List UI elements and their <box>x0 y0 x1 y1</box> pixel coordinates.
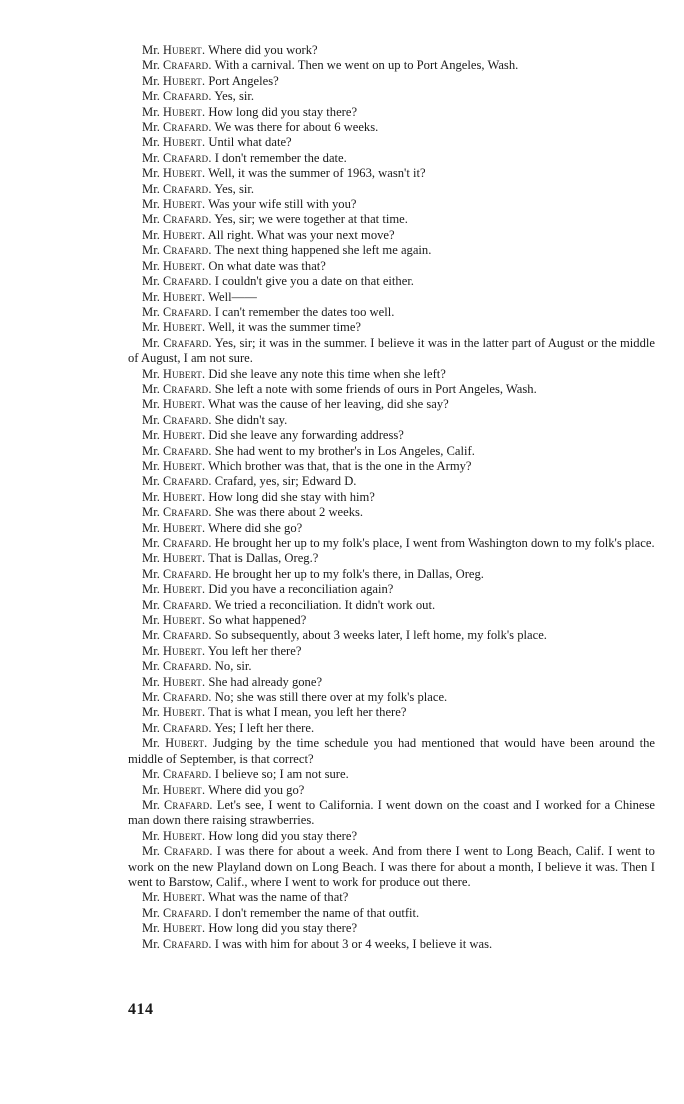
line-text: She had went to my brother's in Los Angeles, Calif. <box>214 443 475 458</box>
transcript-line <box>128 58 655 73</box>
speaker-name: Hubert. <box>163 366 206 381</box>
speaker-name: Crafard. <box>163 120 212 135</box>
transcript-line <box>128 182 655 197</box>
speaker-title: Mr. <box>142 597 160 612</box>
transcript-line <box>128 135 655 150</box>
transcript-line <box>128 259 655 274</box>
speaker-title: Mr. <box>142 43 160 57</box>
transcript-line <box>128 598 655 613</box>
line-text: On what date was that? <box>208 258 326 273</box>
speaker-title: Mr. <box>142 443 160 458</box>
speaker-name: Crafard. <box>163 659 212 674</box>
speaker-name: Crafard. <box>163 767 212 782</box>
line-text: That is Dallas, Oreg.? <box>208 551 319 566</box>
line-text: That is what I mean, you left her there? <box>208 705 407 720</box>
speaker-name: Hubert. <box>163 551 206 566</box>
speaker-title: Mr. <box>142 505 160 520</box>
transcript-line <box>128 43 655 58</box>
speaker-title: Mr. <box>142 258 160 273</box>
speaker-name: Hubert. <box>163 705 206 720</box>
transcript-line <box>128 120 655 135</box>
line-text: Well, it was the summer time? <box>208 320 362 335</box>
speaker-name: Hubert. <box>163 289 206 304</box>
speaker-name: Hubert. <box>163 489 206 504</box>
transcript-line <box>128 474 655 489</box>
transcript-line <box>128 659 655 674</box>
transcript-line <box>128 105 655 120</box>
line-text: She was there about 2 weeks. <box>214 505 364 520</box>
transcript-line <box>128 151 655 166</box>
speaker-name: Crafard. <box>163 150 212 165</box>
line-text: So what happened? <box>208 613 307 628</box>
line-text: No; she was still there over at my folk's place. <box>214 690 448 705</box>
speaker-name: Crafard. <box>163 905 212 920</box>
transcript-line <box>128 628 655 643</box>
transcript-line <box>128 305 655 320</box>
line-text: What was the name of that? <box>208 890 349 905</box>
transcript-line <box>128 937 655 952</box>
speaker-title: Mr. <box>142 304 160 319</box>
speaker-name: Crafard. <box>163 181 212 196</box>
speaker-title: Mr. <box>142 736 160 751</box>
line-text: We was there for about 6 weeks. <box>214 120 379 135</box>
transcript-line <box>128 428 655 443</box>
transcript-line <box>128 228 655 243</box>
transcript-line <box>128 274 655 289</box>
speaker-title: Mr. <box>142 720 160 735</box>
speaker-title: Mr. <box>142 905 160 920</box>
line-text: Did she leave any forwarding address? <box>208 428 404 443</box>
line-text: Until what date? <box>208 135 292 150</box>
speaker-title: Mr. <box>142 844 160 859</box>
speaker-title: Mr. <box>142 135 160 150</box>
speaker-title: Mr. <box>142 582 160 597</box>
line-text: Well, it was the summer of 1963, wasn't it? <box>208 166 426 181</box>
line-text: You left her there? <box>207 643 302 658</box>
speaker-title: Mr. <box>142 767 160 782</box>
line-text: Yes, sir; we were together at that time. <box>214 212 408 227</box>
transcript-line <box>128 243 655 258</box>
line-text: I couldn't give you a date on that either. <box>214 274 414 289</box>
transcript-line <box>128 74 655 89</box>
speaker-title: Mr. <box>142 428 160 443</box>
line-text: Where did you go? <box>208 782 305 797</box>
transcript-line <box>128 290 655 305</box>
line-text: Port Angeles? <box>208 73 279 88</box>
speaker-title: Mr. <box>142 366 160 381</box>
speaker-name: Hubert. <box>163 890 206 905</box>
speaker-title: Mr. <box>142 320 160 335</box>
speaker-title: Mr. <box>142 674 160 689</box>
transcript-line <box>128 705 655 720</box>
speaker-title: Mr. <box>142 227 160 242</box>
transcript-line <box>128 906 655 921</box>
transcript-page <box>128 43 655 952</box>
speaker-name: Crafard. <box>163 443 212 458</box>
page-number: 414 <box>128 1001 154 1018</box>
line-text: She left a note with some friends of ours in Port Angeles, Wash. <box>214 381 537 396</box>
speaker-title: Mr. <box>142 643 160 658</box>
line-text: He brought her up to my folk's there, in Dallas, Oreg. <box>214 566 484 581</box>
transcript-line <box>128 89 655 104</box>
transcript-line <box>128 382 655 397</box>
line-text: How long did you stay there? <box>208 104 358 119</box>
speaker-title: Mr. <box>142 705 160 720</box>
speaker-title: Mr. <box>142 335 160 350</box>
speaker-name: Hubert. <box>163 397 206 412</box>
line-text: We tried a reconciliation. It didn't work out. <box>214 597 436 612</box>
speaker-name: Crafard. <box>163 566 212 581</box>
transcript-line <box>128 613 655 628</box>
speaker-name: Hubert. <box>163 782 206 797</box>
speaker-name: Crafard. <box>163 844 213 859</box>
transcript-line <box>128 413 655 428</box>
transcript-line <box>128 767 655 782</box>
transcript-line <box>128 690 655 705</box>
speaker-name: Hubert. <box>163 227 206 242</box>
line-text: No, sir. <box>214 659 252 674</box>
transcript-line <box>128 490 655 505</box>
transcript-line <box>128 582 655 597</box>
speaker-title: Mr. <box>142 89 160 104</box>
speaker-title: Mr. <box>142 197 160 212</box>
line-text: I can't remember the dates too well. <box>214 304 395 319</box>
speaker-name: Crafard. <box>163 474 212 489</box>
line-text: With a carnival. Then we went on up to Port Angeles, Wash. <box>214 58 519 73</box>
speaker-name: Crafard. <box>163 628 212 643</box>
speaker-name: Crafard. <box>163 936 212 951</box>
transcript-line <box>128 166 655 181</box>
speaker-name: Hubert. <box>163 582 206 597</box>
speaker-name: Crafard. <box>163 412 212 427</box>
transcript-line <box>128 844 655 890</box>
line-text: All right. What was your next move? <box>207 227 395 242</box>
speaker-title: Mr. <box>142 474 160 489</box>
line-text: I was with him for about 3 or 4 weeks, I believe it was. <box>214 936 493 951</box>
line-text: She didn't say. <box>214 412 288 427</box>
speaker-name: Hubert. <box>163 613 206 628</box>
speaker-title: Mr. <box>142 566 160 581</box>
line-text: Yes, sir. <box>214 181 254 196</box>
speaker-name: Crafard. <box>163 304 212 319</box>
speaker-name: Hubert. <box>163 135 206 150</box>
speaker-name: Hubert. <box>163 197 206 212</box>
speaker-name: Crafard. <box>163 243 212 258</box>
speaker-title: Mr. <box>142 458 160 473</box>
speaker-name: Hubert. <box>165 736 208 751</box>
speaker-name: Hubert. <box>163 428 206 443</box>
transcript-line <box>128 721 655 736</box>
speaker-name: Crafard. <box>163 274 212 289</box>
speaker-name: Hubert. <box>163 643 206 658</box>
line-text: Where did she go? <box>208 520 303 535</box>
transcript-line <box>128 567 655 582</box>
transcript-line <box>128 675 655 690</box>
speaker-name: Hubert. <box>163 73 206 88</box>
line-text: How long did you stay there? <box>208 921 358 936</box>
speaker-name: Crafard. <box>163 58 212 73</box>
speaker-title: Mr. <box>142 381 160 396</box>
speaker-name: Crafard. <box>163 536 212 550</box>
speaker-name: Hubert. <box>163 520 206 535</box>
speaker-name: Hubert. <box>163 104 206 119</box>
transcript-line <box>128 505 655 520</box>
speaker-name: Crafard. <box>163 720 212 735</box>
line-text: I believe so; I am not sure. <box>214 767 349 782</box>
speaker-title: Mr. <box>142 397 160 412</box>
speaker-title: Mr. <box>142 628 160 643</box>
transcript-line <box>128 397 655 412</box>
speaker-name: Crafard. <box>163 89 212 104</box>
speaker-title: Mr. <box>142 890 160 905</box>
line-text: Did you have a reconciliation again? <box>208 582 394 597</box>
line-text: She had already gone? <box>208 674 323 689</box>
speaker-name: Hubert. <box>163 921 206 936</box>
transcript-line <box>128 829 655 844</box>
line-text: Yes, sir. <box>214 89 254 104</box>
transcript-line <box>128 367 655 382</box>
line-text: What was the cause of her leaving, did she say? <box>208 397 449 412</box>
transcript-line <box>128 444 655 459</box>
line-text: So subsequently, about 3 weeks later, I left home, my folk's place. <box>214 628 547 643</box>
speaker-title: Mr. <box>142 58 160 73</box>
speaker-title: Mr. <box>142 520 160 535</box>
speaker-title: Mr. <box>142 73 160 88</box>
transcript-line <box>128 551 655 566</box>
speaker-name: Hubert. <box>163 458 206 473</box>
speaker-title: Mr. <box>142 274 160 289</box>
speaker-title: Mr. <box>142 936 160 951</box>
line-text: I don't remember the name of that outfit. <box>214 905 420 920</box>
transcript-line <box>128 644 655 659</box>
speaker-name: Hubert. <box>163 258 206 273</box>
speaker-title: Mr. <box>142 120 160 135</box>
line-text: Yes; I left her there. <box>214 720 315 735</box>
speaker-title: Mr. <box>142 289 160 304</box>
line-text: How long did you stay there? <box>208 828 358 843</box>
speaker-title: Mr. <box>142 690 160 705</box>
line-text: Yes, sir; it was in the summer. I believe it was in the latter part of August or the middle of August, I am not sure. <box>128 335 655 366</box>
speaker-name: Hubert. <box>163 320 206 335</box>
line-text: The next thing happened she left me again. <box>214 243 432 258</box>
speaker-title: Mr. <box>142 828 160 843</box>
line-text: Well—— <box>208 289 257 304</box>
transcript-line <box>128 536 655 551</box>
line-text: I don't remember the date. <box>214 150 347 165</box>
speaker-name: Hubert. <box>163 43 206 57</box>
transcript-line <box>128 521 655 536</box>
line-text: Judging by the time schedule you had mentioned that would have been around the middle of September, is that correct? <box>128 736 655 766</box>
speaker-title: Mr. <box>142 166 160 181</box>
speaker-title: Mr. <box>142 797 160 812</box>
transcript-line <box>128 459 655 474</box>
line-text: Did she leave any note this time when she left? <box>208 366 446 381</box>
speaker-title: Mr. <box>142 243 160 258</box>
speaker-name: Crafard. <box>163 335 212 350</box>
speaker-title: Mr. <box>142 150 160 165</box>
transcript-line <box>128 336 655 367</box>
speaker-title: Mr. <box>142 551 160 566</box>
transcript-line <box>128 197 655 212</box>
speaker-name: Crafard. <box>163 505 212 520</box>
speaker-title: Mr. <box>142 613 160 628</box>
speaker-title: Mr. <box>142 412 160 427</box>
transcript-line <box>128 320 655 335</box>
speaker-name: Crafard. <box>163 597 212 612</box>
transcript-line <box>128 890 655 905</box>
line-text: Where did you work? <box>208 43 318 57</box>
line-text: I was there for about a week. And from there I went to Long Beach, Calif. I went to work on the new Playland down on Long Beach. I was there for about a month, I believe it was. Then I went to Barstow, Calif., where I went to work for produce out there. <box>128 844 655 889</box>
speaker-title: Mr. <box>142 782 160 797</box>
line-text: Crafard, yes, sir; Edward D. <box>214 474 357 489</box>
speaker-title: Mr. <box>142 212 160 227</box>
speaker-name: Crafard. <box>163 212 212 227</box>
line-text: Let's see, I went to California. I went down on the coast and I worked for a Chinese man down there raising strawberries. <box>128 797 655 828</box>
speaker-name: Crafard. <box>163 690 212 705</box>
speaker-name: Crafard. <box>164 797 213 812</box>
line-text: How long did she stay with him? <box>208 489 375 504</box>
transcript-line <box>128 783 655 798</box>
speaker-title: Mr. <box>142 489 160 504</box>
line-text: Which brother was that, that is the one in the Army? <box>208 458 472 473</box>
speaker-title: Mr. <box>142 659 160 674</box>
line-text: He brought her up to my folk's place, I went from Washington down to my folk's place. <box>214 536 655 550</box>
transcript-line <box>128 798 655 829</box>
transcript-line <box>128 921 655 936</box>
speaker-title: Mr. <box>142 181 160 196</box>
transcript-line <box>128 212 655 227</box>
transcript-line <box>128 736 655 767</box>
speaker-name: Hubert. <box>163 828 206 843</box>
speaker-name: Hubert. <box>163 166 206 181</box>
line-text: Was your wife still with you? <box>208 197 357 212</box>
speaker-title: Mr. <box>142 921 160 936</box>
speaker-name: Crafard. <box>163 381 212 396</box>
speaker-title: Mr. <box>142 104 160 119</box>
speaker-name: Hubert. <box>163 674 206 689</box>
speaker-title: Mr. <box>142 536 160 550</box>
